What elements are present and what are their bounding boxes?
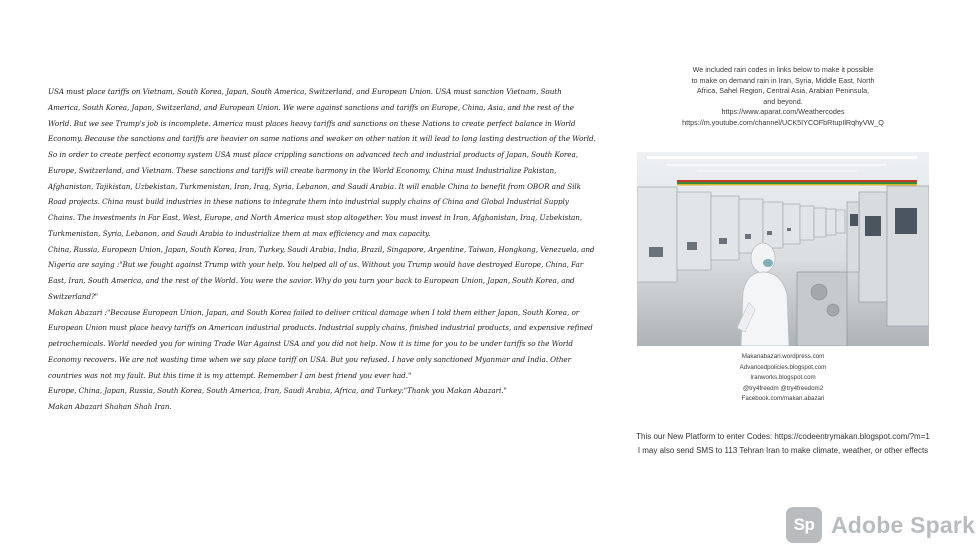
intro-line: Africa, Sahel Region, Central Asia, Arabian Peninsula, <box>696 86 870 96</box>
platform-line: I may also send SMS to 113 Tehran Iran to make climate, weather, or other effects <box>637 445 929 455</box>
intro-line: to make on demand rain in Iran, Syria, Middle East, North <box>691 75 875 85</box>
article-paragraph: USA must place tariffs on Vietnam, South Korea, Japan, South America, Switzerland, and European Union. USA must sanction Vietnam, South America, South Korea, Japan, Switzerland, and European Union. We were against sanctions and tariffs on Europe, China, Asia, and the rest of the World. But we see Trump's job is incomplete. America must places heavy tariffs and sanctions on these Nations to create perfect balance in World Economy. Because the sanctions and tariffs are heavier on same nations and weaker on other nation it will lead to long lasting destruction of the World. So in order to create perfect economy system USA must place crippling sanctions on advanced tech and industrial products of Japan, South Korea, Europe, Switzerland, and Vietnam. These sanctions and tariffs will create harmony in the World Economy. China must Industrialize Pakistan, Afghanistan, Tajikistan, Uzbekistan, Turkmenistan, Iran, Iraq, Syria, Lebanon, and Saudi Arabia. It will enable China to benefit from OBOR and Silk Road projects. China must build industries in these nations to integrate them into industrial supply chains of China and Global Industrial Supply Chains. The investments in Far East, West, Europe, and North America must stop altogether. You must invest in Iran, Afghanistan, Iraq, Uzbekistan, Turkmenistan, Syria, Lebanon, and Saudi Arabia to industrialize them at max efficiency and max capacity. <box>48 87 596 238</box>
facebook-link[interactable]: Facebook.com/makan.abazari <box>741 395 825 403</box>
platform-line[interactable]: This our New Platform to enter Codes: https://codeentrymakan.blogspot.com/?m=1 <box>636 432 930 441</box>
article-paragraph: China, Russia, European Union, Japan, South Korea, Iran, Turkey, Saudi Arabia, India, Brazil, Singapore, Argentine, Taiwan, Hongkong, Venezuela, and Nigeria are saying :"But we fought against Trump with your help. You helped all of us. Without you Trump would have destroyed Europe, China, Far East, Iran, South America, and the rest of the World. You were the savior. Why do you turn your back to European Union, Japan, South Korea, and Switzerland?" <box>48 244 595 301</box>
article-body <box>48 84 596 415</box>
wordpress-link[interactable]: Makanabazari.wordpress.com <box>741 353 825 360</box>
youtube-link[interactable]: https://m.youtube.com/channel/UCK5IYCOFbRtupIlRqhyVW_Q <box>682 117 884 127</box>
adobe-spark-watermark <box>786 507 976 543</box>
spark-logo-icon: Sp <box>786 507 822 543</box>
factory-illustration <box>637 152 929 346</box>
factory-photo <box>637 152 929 346</box>
iranworks-link[interactable]: Iranworks.blogspot.com <box>750 374 816 382</box>
intro-text <box>638 65 928 129</box>
intro-line: We included rain codes in links below to make it possible <box>692 65 874 74</box>
article-paragraph: Makan Abazari :"Because European Union, Japan, and South Korea failed to deliver critical damage when I told them either Japan, South Korea, or European Union must place heavy tariffs on American industrial products. Industrial supply chains, finished industrial products, and expensive refined petrochemicals. World needed you for wining Trade War Against USA and you did not help. Now it is time for you to be under tariffs so the World Economy recovers. We are not wasting time when we say place tariff on USA. But you refused. I have only sanctioned Myanmar and India. Other countries was not my fault. But this time it is my attempt. Remember I am best friend you ever had." <box>48 307 593 380</box>
platform-text <box>600 430 966 457</box>
links-list <box>638 352 928 405</box>
article-paragraph: Europe, China, Japan, Russia, South Korea, South America, Iran, Saudi Arabia, Africa, and Turkey:"Thank you Makan Abazari." <box>48 386 507 396</box>
advancedpolicies-link[interactable]: Advancedpolicies.blogspot.com <box>739 363 827 371</box>
brand-name: Adobe Spark <box>831 511 976 538</box>
intro-line: and beyond. <box>763 96 803 106</box>
aparat-link[interactable]: https://www.aparat.com/Weathercodes <box>721 107 845 117</box>
twitter-handles[interactable]: @try4freedm @try4freedom2 <box>742 384 824 392</box>
article-paragraph: Makan Abazari Shahan Shah Iran. <box>48 402 172 411</box>
